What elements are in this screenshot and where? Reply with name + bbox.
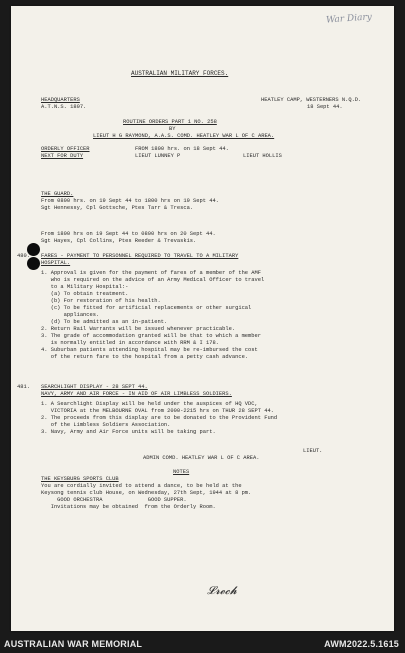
item-number: 481. [17, 384, 30, 390]
notes-line: Keysong tennis club House, on Wednesday, 27th Sept, 1944 at 8 pm. [41, 490, 252, 496]
item-line: who is required on the advice of an Army Medical Officer to travel [41, 277, 265, 283]
item-line: is normally entitled in accordance with RRM & I 178. [41, 340, 219, 346]
notes-line: Invitations may be obtained from the Orderly Room. [41, 504, 216, 510]
footer-accession-number: AWM2022.5.1615 [324, 639, 399, 649]
duty-name: LIEUT LUNNEY P [135, 153, 181, 159]
handwritten-annotation: War Diary [325, 12, 373, 26]
signature: 𝓛𝓻𝓮𝓬𝓱 [207, 584, 237, 597]
footer-credit: AUSTRALIAN WAR MEMORIAL [4, 639, 143, 649]
item-line: to a Military Hospital:- [41, 284, 129, 290]
document-page [11, 6, 394, 631]
item-line: 2. The proceeds from this display are to be donated to the Provident Fund [41, 415, 278, 421]
document-title: AUSTRALIAN MILITARY FORCES. [131, 70, 229, 77]
duty-officer-value: FROM 1800 hrs. on 18 Sept 44. [135, 146, 229, 152]
item-line: appliances. [41, 312, 100, 318]
notes-line: GOOD ORCHESTRA GOOD SUPPER. [41, 497, 187, 503]
signature-block: ADMIN COMD. HEATLEY WAR L OF C AREA. [143, 455, 260, 461]
item-title: FARES - PAYMENT TO PERSONNEL REQUIRED TO TRAVEL TO A MILITARY [41, 253, 239, 259]
item-line: (b) For restoration of his health. [41, 298, 161, 304]
item-title-cont: NAVY, ARMY AND AIR FORCE - IN AID OF AIR LIMBLESS SOLDIERS. [41, 391, 232, 397]
notes-subtitle: THE KEYSBURG SPORTS CLUB [41, 476, 119, 482]
unit-reference: A.T.N.S. 1807. [41, 104, 87, 110]
orders-commander: LIEUT H G RAYMOND, A.A.S. COMD. HEATLEY WAR L OF C AREA. [93, 133, 275, 139]
item-line: VICTORIA at the MELBOURNE OVAL from 2000-2215 hrs on THUR 28 SEPT 44. [41, 408, 274, 414]
orders-title: ROUTINE ORDERS PART 1 NO. 258 [123, 119, 217, 125]
guard-line: Sgt Hennessy, Cpl Gottsche, Ptes Tarr & Tresca. [41, 205, 194, 211]
guard-line: Sgt Hayes, Cpl Collins, Ptes Reeder & Trevaskis. [41, 238, 197, 244]
notes-title: NOTES [173, 469, 190, 475]
item-title: SEARCHLIGHT DISPLAY - 28 SEPT 44. [41, 384, 148, 390]
duty-officer-label: ORDERLY OFFICER [41, 146, 90, 152]
item-line: 1. A Searchlight Display will be held under the auspices of HQ VDC, [41, 401, 258, 407]
guard-line: From 1800 hrs on 19 Sept 44 to 0800 hrs on 20 Sept 44. [41, 231, 216, 237]
document-date: 18 Sept 44. [307, 104, 343, 110]
item-line: 1. Approval is given for the payment of fares of a member of the AMF [41, 270, 261, 276]
item-line: 2. Return Rail Warrants will be issued whenever practicable. [41, 326, 236, 332]
guard-title: THE GUARD. [41, 191, 74, 197]
orders-by: BY [169, 126, 176, 132]
item-line: (d) To be admitted as an in-patient. [41, 319, 168, 325]
item-line: (a) To obtain treatment. [41, 291, 129, 297]
guard-line: From 0800 hrs. on 19 Sept 44 to 1800 hrs on 19 Sept 44. [41, 198, 219, 204]
hq-label: HEADQUARTERS [41, 97, 80, 103]
item-title-cont: HOSPITAL. [41, 260, 71, 266]
item-line: 4. Suburban patients attending hospital may be re-imbursed the cost [41, 347, 258, 353]
location: HEATLEY CAMP, WESTERNERS N.Q.D. [261, 97, 362, 103]
item-line: of the Limbless Soldiers Association. [41, 422, 171, 428]
next-duty-label: NEXT FOR DUTY [41, 153, 84, 159]
notes-line: You are cordially invited to attend a dance, to be held at the [41, 483, 242, 489]
item-line: (c) To be fitted for artificial replacements or other surgical [41, 305, 252, 311]
item-line: of the return fare to the hospital from a petty cash advance. [41, 354, 249, 360]
next-duty-name: LIEUT HOLLIS [243, 153, 282, 159]
signature-rank: LIEUT. [303, 448, 323, 454]
item-number: 480. [17, 253, 30, 259]
item-line: 3. The grade of accommodation granted will be that to which a member [41, 333, 261, 339]
item-line: 3. Navy, Army and Air Force units will be taking part. [41, 429, 216, 435]
